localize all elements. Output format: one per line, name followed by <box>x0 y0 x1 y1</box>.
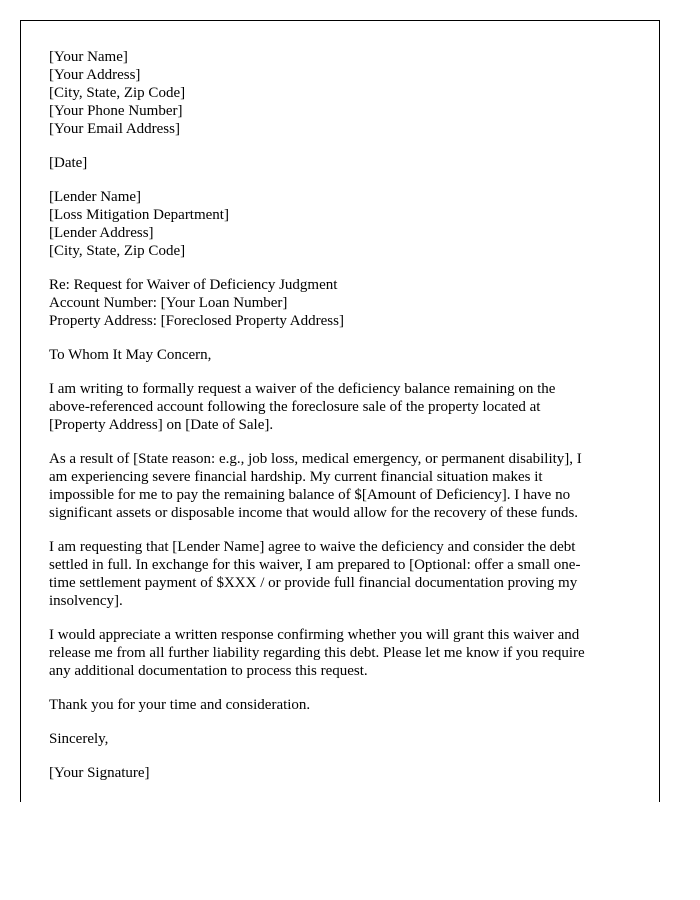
paragraph-line: release me from all further liability regarding this debt. Please let me know if you require <box>49 645 585 661</box>
subject-re: Re: Request for Waiver of Deficiency Judgment <box>49 277 338 293</box>
subject-property: Property Address: [Foreclosed Property Address] <box>49 313 344 329</box>
paragraph-line: significant assets or disposable income that would allow for the recovery of these funds. <box>49 505 579 521</box>
paragraph-line: I am writing to formally request a waiver of the deficiency balance remaining on the <box>49 381 556 397</box>
date-block <box>49 154 625 172</box>
paragraph-line: As a result of [State reason: e.g., job loss, medical emergency, or permanent disability], I <box>49 451 582 467</box>
recipient-address: [Lender Address] <box>49 225 154 241</box>
paragraph-line: I am requesting that [Lender Name] agree to waive the deficiency and consider the debt <box>49 539 576 555</box>
thanks-line: Thank you for your time and consideration. <box>49 697 311 713</box>
signature-block <box>49 764 625 782</box>
recipient-city-state-zip: [City, State, Zip Code] <box>49 243 186 259</box>
paragraph-line: insolvency]. <box>49 593 123 609</box>
subject-account: Account Number: [Your Loan Number] <box>49 295 288 311</box>
paragraph-line: I would appreciate a written response confirming whether you will grant this waiver and <box>49 627 580 643</box>
paragraph-4 <box>49 626 625 680</box>
letter-page <box>20 20 660 802</box>
paragraph-1 <box>49 380 625 434</box>
paragraph-3 <box>49 538 625 610</box>
paragraph-line: [Property Address] on [Date of Sale]. <box>49 417 274 433</box>
paragraph-line: time settlement payment of $XXX / or provide full financial documentation proving my <box>49 575 578 591</box>
salutation-block <box>49 346 625 364</box>
salutation: To Whom It May Concern, <box>49 347 212 363</box>
sender-email: [Your Email Address] <box>49 121 180 137</box>
letter-date: [Date] <box>49 155 88 171</box>
letter-body <box>49 48 625 798</box>
paragraph-2 <box>49 450 625 522</box>
paragraph-line: impossible for me to pay the remaining balance of $[Amount of Deficiency]. I have no <box>49 487 571 503</box>
sender-city-state-zip: [City, State, Zip Code] <box>49 85 186 101</box>
recipient-block <box>49 188 625 260</box>
closing-line: Sincerely, <box>49 731 109 747</box>
thanks-block <box>49 696 625 714</box>
paragraph-line: am experiencing severe financial hardship. My current financial situation makes it <box>49 469 543 485</box>
subject-block <box>49 276 625 330</box>
closing-block <box>49 730 625 748</box>
sender-name: [Your Name] <box>49 49 128 65</box>
recipient-department: [Loss Mitigation Department] <box>49 207 229 223</box>
paragraph-line: above-referenced account following the foreclosure sale of the property located at <box>49 399 541 415</box>
recipient-name: [Lender Name] <box>49 189 142 205</box>
signature-line: [Your Signature] <box>49 765 150 781</box>
sender-address: [Your Address] <box>49 67 141 83</box>
paragraph-line: any additional documentation to process this request. <box>49 663 368 679</box>
sender-block <box>49 48 625 138</box>
sender-phone: [Your Phone Number] <box>49 103 183 119</box>
paragraph-line: settled in full. In exchange for this waiver, I am prepared to [Optional: offer a small one- <box>49 557 581 573</box>
